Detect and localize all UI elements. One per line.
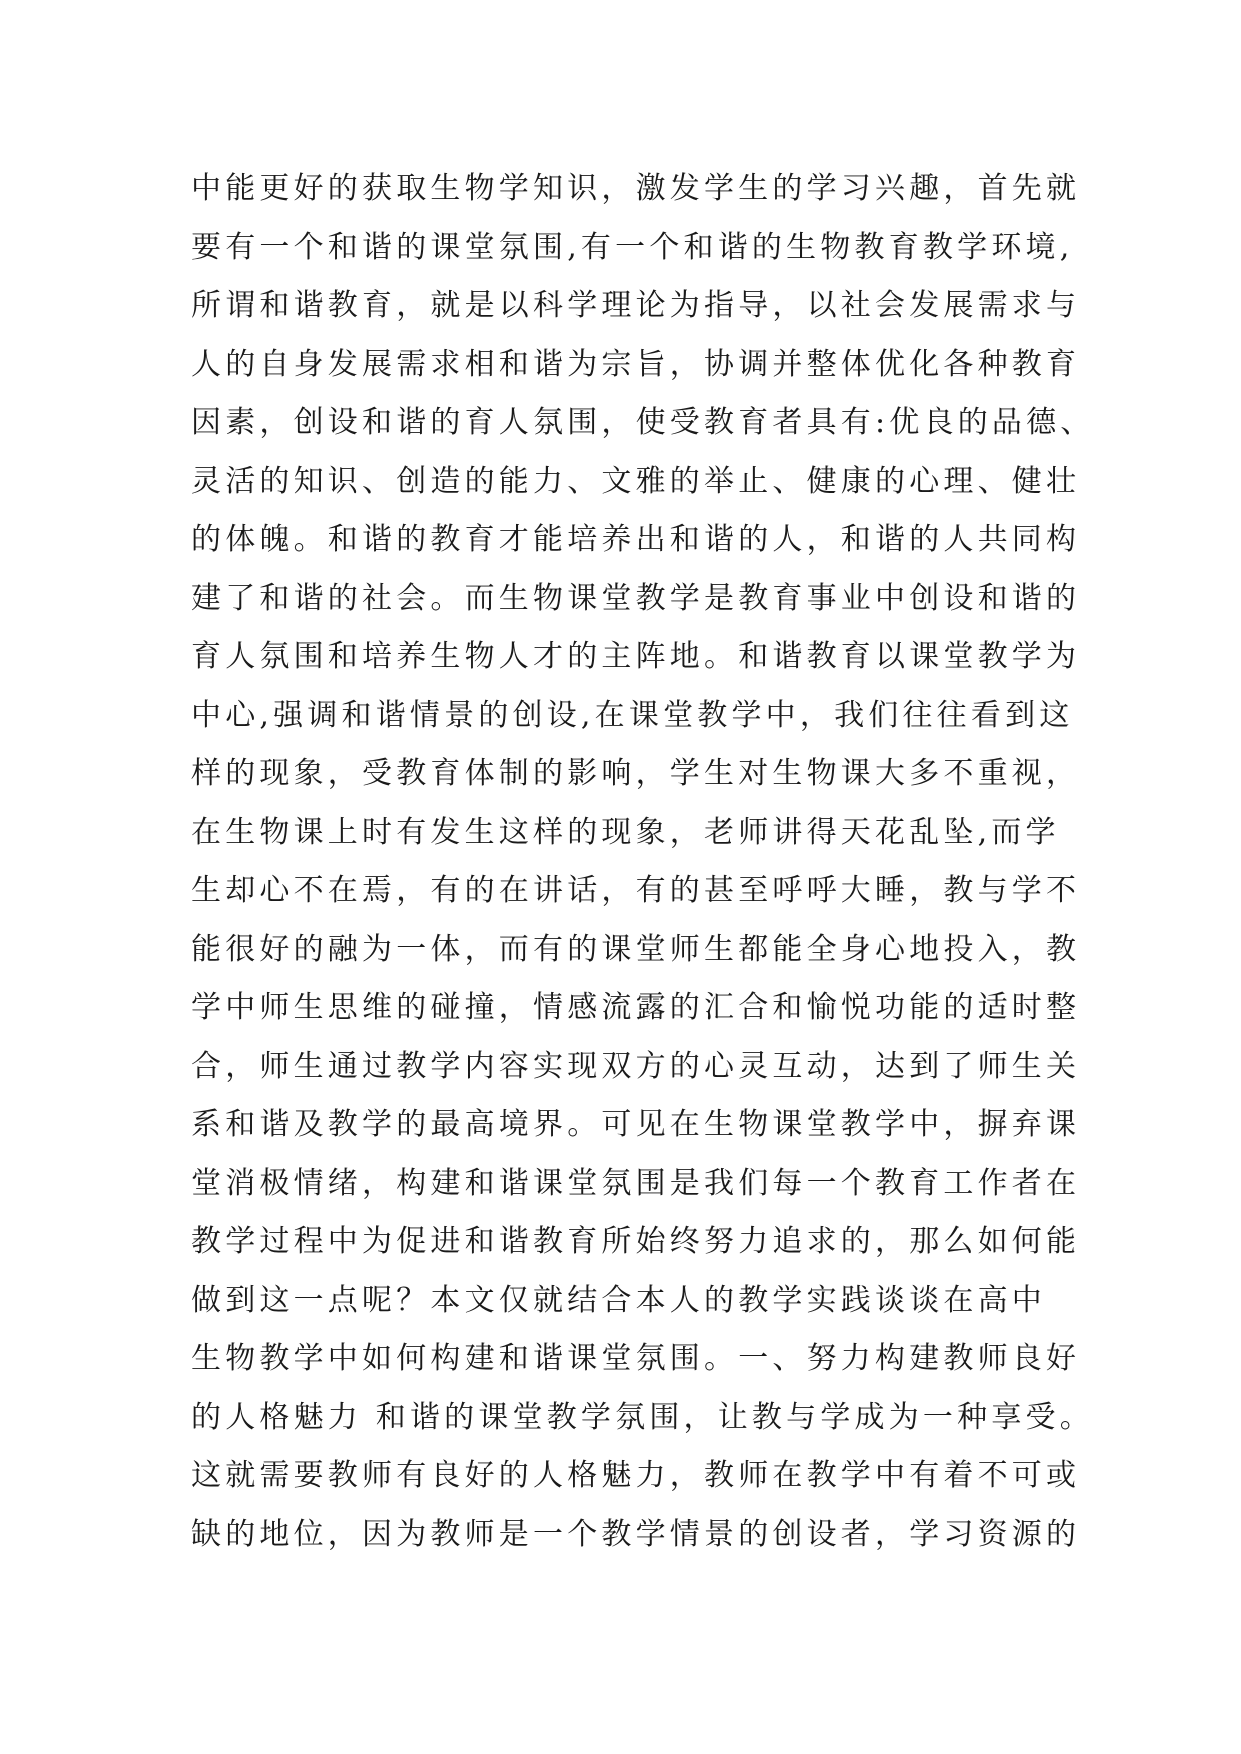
text-line: 人的自身发展需求相和谐为宗旨，协调并整体优化各种教育 — [191, 346, 1081, 382]
text-line: 堂消极情绪，构建和谐课堂氛围是我们每一个教育工作者在 — [191, 1165, 1081, 1201]
text-line: 系和谐及教学的最高境界。可见在生物课堂教学中，摒弃课 — [191, 1107, 1081, 1142]
text-line: 中能更好的获取生物学知识，激发学生的学习兴趣，首先就 — [191, 171, 1081, 206]
text-line: 建了和谐的社会。而生物课堂教学是教育事业中创设和谐的 — [191, 580, 1081, 616]
text-line: 合，师生通过教学内容实现双方的心灵互动，达到了师生关 — [191, 1048, 1081, 1084]
text-line: 要有一个和谐的课堂氛围,有一个和谐的生物教育教学环境, — [191, 229, 1074, 265]
text-line: 育人氛围和培养生物人才的主阵地。和谐教育以课堂教学为 — [191, 639, 1081, 674]
text-line: 灵活的知识、创造的能力、文雅的举止、健康的心理、健壮 — [191, 463, 1081, 499]
text-line: 的体魄。和谐的教育才能培养出和谐的人，和谐的人共同构 — [191, 522, 1081, 557]
text-line: 的人格魅力 和谐的课堂教学氛围，让教与学成为一种享受。 — [191, 1399, 1094, 1435]
text-line: 因素，创设和谐的育人氛围，使受教育者具有:优良的品德、 — [191, 405, 1095, 440]
text-line: 能很好的融为一体，而有的课堂师生都能全身心地投入，教 — [191, 931, 1081, 967]
text-line: 这就需要教师有良好的人格魅力，教师在教学中有着不可或 — [191, 1458, 1081, 1493]
text-line: 所谓和谐教育，就是以科学理论为指导，以社会发展需求与 — [191, 288, 1081, 323]
text-line: 教学过程中为促进和谐教育所始终努力追求的，那么如何能 — [191, 1224, 1081, 1259]
text-line: 在生物课上时有发生这样的现象，老师讲得天花乱坠,而学 — [191, 814, 1060, 850]
text-line: 学中师生思维的碰撞，情感流露的汇合和愉悦功能的适时整 — [191, 990, 1081, 1025]
text-line: 生物教学中如何构建和谐课堂氛围。一、努力构建教师良好 — [191, 1341, 1081, 1376]
text-line: 做到这一点呢？本文仅就结合本人的教学实践谈谈在高中 — [191, 1282, 1046, 1318]
text-line: 样的现象，受教育体制的影响，学生对生物课大多不重视， — [191, 756, 1081, 791]
text-line: 生却心不在焉，有的在讲话，有的甚至呼呼大睡，教与学不 — [191, 873, 1081, 908]
body-text — [191, 160, 1095, 1564]
text-line: 中心,强调和谐情景的创设,在课堂教学中，我们往往看到这 — [191, 697, 1074, 733]
text-line: 缺的地位，因为教师是一个教学情景的创设者，学习资源的 — [191, 1516, 1081, 1552]
